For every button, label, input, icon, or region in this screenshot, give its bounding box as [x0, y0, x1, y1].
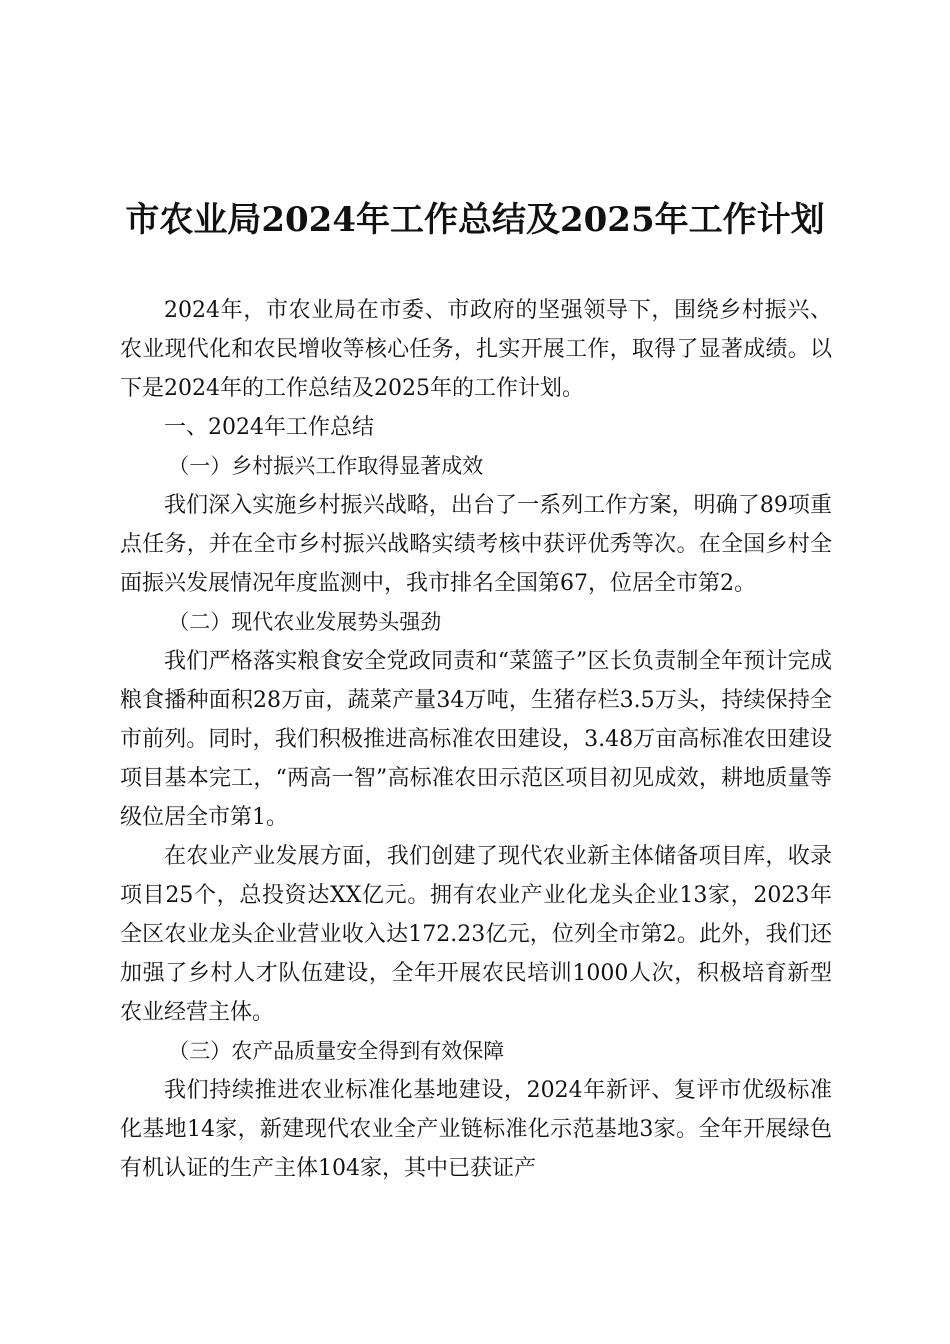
body-paragraph: 在农业产业发展方面，我们创建了现代农业新主体储备项目库，收录项目25个，总投资达XX亿元。拥有农业产业化龙头企业13家，2023年全区农业龙头企业营业收入达172.23亿元，位列全市第2。此外，我们还加强了乡村人才队伍建设，全年开展农民培训1000人次，积极培育新型农业经营主体。: [120, 844, 832, 1025]
subsection-heading-2: （二）现代农业发展势头强劲: [168, 610, 442, 634]
subsection-heading-3: （三）农产品质量安全得到有效保障: [168, 1039, 505, 1063]
document-title: 市农业局2024年工作总结及2025年工作计划: [125, 200, 825, 240]
body-paragraph: 我们严格落实粮食安全党政同责和“菜篮子”区长负责制全年预计完成粮食播种面积28万亩，蔬菜产量34万吨，生猪存栏3.5万头，持续保持全市前列。同时，我们积极推进高标准农田建设，3.48万亩高标准农田建设项目基本完工，“两高一智”高标准农田示范区项目初见成效，耕地质量等级位居全市第1。: [120, 649, 832, 830]
section-heading-1: 一、2024年工作总结: [164, 415, 374, 440]
subsection-heading-1: （一）乡村振兴工作取得显著成效: [168, 454, 484, 478]
intro-paragraph: 2024年，市农业局在市委、市政府的坚强领导下，围绕乡村振兴、农业现代化和农民增收等核心任务，扎实开展工作，取得了显著成绩。以下是2024年的工作总结及2025年的工作计划。: [120, 298, 832, 401]
document-body: [120, 291, 832, 1188]
body-paragraph: 我们持续推进农业标准化基地建设，2024年新评、复评市优级标准化基地14家，新建现代农业全产业链标准化示范基地3家。全年开展绿色有机认证的生产主体104家，其中已获证产: [120, 1078, 832, 1181]
body-paragraph: 我们深入实施乡村振兴战略，出台了一系列工作方案，明确了89项重点任务，并在全市乡村振兴战略实绩考核中获评优秀等次。在全国乡村全面振兴发展情况年度监测中，我市排名全国第67，位居全市第2。: [120, 493, 832, 596]
